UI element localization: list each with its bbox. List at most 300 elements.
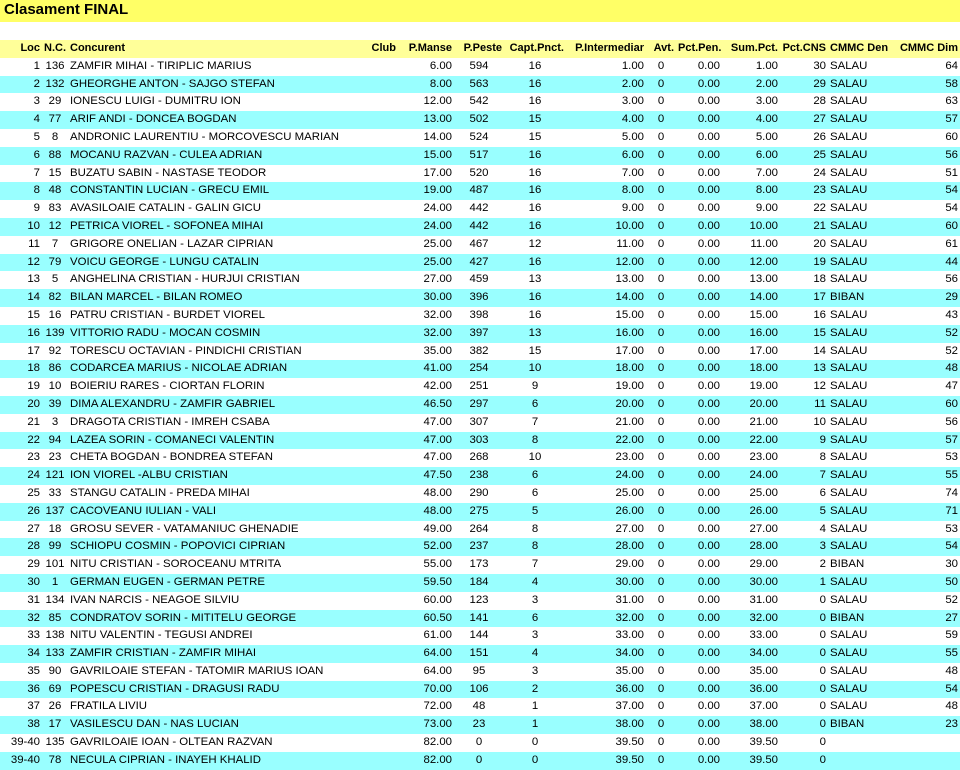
cell-cmmc-den: SALAU <box>830 700 868 713</box>
cell-pct-cns: 6 <box>819 486 826 499</box>
cell-club <box>368 485 398 503</box>
cell-avt: 0 <box>657 202 665 215</box>
cell-sum-pct: 35.00 <box>749 664 778 677</box>
cell-concurent: LAZEA SORIN - COMANECI VALENTIN <box>70 433 275 446</box>
cell-p-manse: 73.00 <box>423 718 452 731</box>
cell-avt: 0 <box>657 77 665 90</box>
header-pct-cns: Pct.CNS <box>782 42 826 54</box>
cell-concurent: GHEORGHE ANTON - SAJGO STEFAN <box>70 77 275 90</box>
cell-avt: 0 <box>657 415 665 428</box>
cell-pct-cns: 0 <box>819 682 826 695</box>
table-row <box>0 271 960 289</box>
cell-cmmc-den: BIBAN <box>830 291 865 304</box>
cell-cmmc-dim: 43 <box>945 308 958 321</box>
cell-pct-pen: 0.00 <box>697 273 720 286</box>
cell-avt: 0 <box>657 486 665 499</box>
cell-pct-pen: 0.00 <box>697 308 720 321</box>
cell-capt-pnct: 15 <box>528 344 542 357</box>
cell-sum-pct: 1.00 <box>755 59 778 72</box>
cell-cmmc-den: SALAU <box>830 273 868 286</box>
cell-p-intermediar: 16.00 <box>615 326 644 339</box>
cell-capt-pnct: 15 <box>528 130 542 143</box>
cell-capt-pnct: 16 <box>528 291 542 304</box>
cell-concurent: CHETA BOGDAN - BONDREA STEFAN <box>70 451 273 464</box>
cell-sum-pct: 10.00 <box>749 219 778 232</box>
cell-pct-cns: 16 <box>813 308 826 321</box>
cell-p-peste: 524 <box>469 130 489 143</box>
table-row <box>0 556 960 574</box>
cell-capt-pnct: 16 <box>528 308 542 321</box>
cell-nc: 5 <box>51 273 59 286</box>
cell-pct-pen: 0.00 <box>697 130 720 143</box>
cell-nc: 86 <box>48 362 62 375</box>
cell-capt-pnct: 3 <box>531 593 539 606</box>
cell-sum-pct: 13.00 <box>749 273 778 286</box>
cell-cmmc-den: SALAU <box>830 308 868 321</box>
table-row <box>0 182 960 200</box>
cell-capt-pnct: 16 <box>528 95 542 108</box>
cell-pct-cns: 28 <box>813 95 826 108</box>
cell-nc: 136 <box>45 59 65 72</box>
cell-pct-cns: 18 <box>813 273 826 286</box>
header-nc: N.C. <box>44 42 66 54</box>
header-pct-pen: Pct.Pen. <box>678 42 722 54</box>
cell-nc: 99 <box>48 540 62 553</box>
cell-nc: 33 <box>48 486 62 499</box>
cell-concurent: ANDRONIC LAURENTIU - MORCOVESCU MARIAN <box>70 130 339 143</box>
cell-p-peste: 563 <box>469 77 489 90</box>
cell-nc: 94 <box>48 433 62 446</box>
cell-concurent: IONESCU LUIGI - DUMITRU ION <box>70 95 241 108</box>
cell-cmmc-dim: 60 <box>945 130 958 143</box>
cell-pct-cns: 1 <box>819 575 826 588</box>
cell-p-peste: 184 <box>469 575 489 588</box>
cell-p-intermediar: 21.00 <box>615 415 644 428</box>
cell-avt: 0 <box>657 308 665 321</box>
cell-p-manse: 14.00 <box>423 130 452 143</box>
cell-cmmc-dim <box>890 734 960 752</box>
cell-capt-pnct: 7 <box>531 558 539 571</box>
cell-p-peste: 264 <box>469 522 489 535</box>
cell-p-peste: 517 <box>469 148 489 161</box>
cell-p-intermediar: 30.00 <box>615 575 644 588</box>
cell-p-intermediar: 19.00 <box>615 380 644 393</box>
cell-pct-pen: 0.00 <box>697 362 720 375</box>
cell-p-intermediar: 2.00 <box>621 77 644 90</box>
cell-cmmc-den: SALAU <box>830 540 868 553</box>
cell-p-intermediar: 39.50 <box>615 753 644 766</box>
cell-club <box>368 681 398 699</box>
cell-p-manse: 41.00 <box>423 362 452 375</box>
cell-nc: 139 <box>45 326 65 339</box>
cell-p-manse: 82.00 <box>423 736 452 749</box>
cell-concurent: DRAGOTA CRISTIAN - IMREH CSABA <box>70 415 270 428</box>
cell-club <box>368 360 398 378</box>
cell-p-intermediar: 12.00 <box>615 255 644 268</box>
cell-cmmc-den: SALAU <box>830 166 868 179</box>
cell-p-peste: 251 <box>469 380 489 393</box>
cell-concurent: GERMAN EUGEN - GERMAN PETRE <box>70 575 265 588</box>
cell-p-intermediar: 18.00 <box>615 362 644 375</box>
cell-club <box>368 467 398 485</box>
cell-pct-cns: 0 <box>819 664 826 677</box>
cell-club <box>368 271 398 289</box>
cell-p-manse: 64.00 <box>423 664 452 677</box>
cell-concurent: VOICU GEORGE - LUNGU CATALIN <box>70 255 259 268</box>
cell-pct-cns: 8 <box>819 451 826 464</box>
cell-avt: 0 <box>657 59 665 72</box>
cell-sum-pct: 8.00 <box>755 184 778 197</box>
cell-pct-cns: 10 <box>813 415 826 428</box>
cell-p-manse: 64.00 <box>423 647 452 660</box>
table-row <box>0 360 960 378</box>
cell-pct-pen: 0.00 <box>697 593 720 606</box>
cell-loc: 1 <box>33 59 40 72</box>
cell-concurent: GROSU SEVER - VATAMANIUC GHENADIE <box>70 522 299 535</box>
cell-nc: 133 <box>45 647 65 660</box>
cell-cmmc-dim: 54 <box>945 682 958 695</box>
cell-p-peste: 487 <box>469 184 489 197</box>
cell-concurent: CACOVEANU IULIAN - VALI <box>70 504 217 517</box>
cell-loc: 21 <box>27 415 40 428</box>
cell-pct-cns: 29 <box>813 77 826 90</box>
cell-p-peste: 442 <box>469 202 489 215</box>
cell-p-intermediar: 7.00 <box>621 166 644 179</box>
cell-cmmc-dim: 48 <box>945 664 958 677</box>
cell-avt: 0 <box>657 148 665 161</box>
table-header-row <box>0 40 960 58</box>
cell-nc: 88 <box>48 148 62 161</box>
cell-cmmc-dim: 47 <box>945 380 958 393</box>
cell-avt: 0 <box>657 647 665 660</box>
cell-p-intermediar: 32.00 <box>615 611 644 624</box>
table-row <box>0 378 960 396</box>
cell-p-peste: 398 <box>469 308 489 321</box>
cell-loc: 16 <box>27 326 40 339</box>
cell-p-manse: 47.00 <box>423 415 452 428</box>
cell-p-peste: 268 <box>469 451 489 464</box>
cell-loc: 9 <box>33 202 40 215</box>
cell-cmmc-dim: 48 <box>945 362 958 375</box>
cell-pct-cns: 0 <box>819 718 826 731</box>
table-row <box>0 645 960 663</box>
cell-p-intermediar: 36.00 <box>615 682 644 695</box>
cell-cmmc-den: SALAU <box>830 575 868 588</box>
cell-avt: 0 <box>657 433 665 446</box>
cell-pct-cns: 19 <box>813 255 826 268</box>
cell-p-intermediar: 29.00 <box>615 558 644 571</box>
cell-loc: 26 <box>27 504 40 517</box>
cell-loc: 18 <box>27 362 40 375</box>
cell-nc: 17 <box>48 718 62 731</box>
cell-p-intermediar: 13.00 <box>615 273 644 286</box>
cell-nc: 3 <box>51 415 59 428</box>
cell-pct-pen: 0.00 <box>697 255 720 268</box>
cell-cmmc-dim: 54 <box>945 202 958 215</box>
table-row <box>0 58 960 76</box>
table-row <box>0 111 960 129</box>
cell-p-peste: 48 <box>472 700 486 713</box>
cell-club <box>368 343 398 361</box>
cell-nc: 135 <box>45 736 65 749</box>
cell-cmmc-den: SALAU <box>830 415 868 428</box>
cell-p-manse: 19.00 <box>423 184 452 197</box>
cell-loc: 24 <box>27 469 40 482</box>
cell-pct-cns: 21 <box>813 219 826 232</box>
cell-pct-pen: 0.00 <box>697 664 720 677</box>
cell-nc: 77 <box>48 113 62 126</box>
cell-nc: 85 <box>48 611 62 624</box>
cell-sum-pct: 18.00 <box>749 362 778 375</box>
cell-concurent: ZAMFIR MIHAI - TIRIPLIC MARIUS <box>70 59 252 72</box>
cell-avt: 0 <box>657 380 665 393</box>
cell-pct-cns: 17 <box>813 291 826 304</box>
cell-pct-cns: 22 <box>813 202 826 215</box>
cell-concurent: STANGU CATALIN - PREDA MIHAI <box>70 486 250 499</box>
cell-pct-pen: 0.00 <box>697 77 720 90</box>
cell-pct-cns: 7 <box>819 469 826 482</box>
cell-capt-pnct: 16 <box>528 184 542 197</box>
cell-cmmc-dim: 60 <box>945 219 958 232</box>
cell-p-intermediar: 14.00 <box>615 291 644 304</box>
cell-club <box>368 414 398 432</box>
cell-sum-pct: 2.00 <box>755 77 778 90</box>
cell-p-manse: 47.00 <box>423 433 452 446</box>
cell-p-manse: 48.00 <box>423 486 452 499</box>
cell-cmmc-den: SALAU <box>830 148 868 161</box>
cell-p-manse: 12.00 <box>423 95 452 108</box>
cell-pct-pen: 0.00 <box>697 522 720 535</box>
header-p-manse: P.Manse <box>408 42 452 54</box>
cell-sum-pct: 7.00 <box>755 166 778 179</box>
cell-p-intermediar: 33.00 <box>615 629 644 642</box>
cell-p-peste: 502 <box>469 113 489 126</box>
cell-p-peste: 290 <box>469 486 489 499</box>
cell-club <box>368 396 398 414</box>
cell-concurent: ZAMFIR CRISTIAN - ZAMFIR MIHAI <box>70 647 257 660</box>
cell-club <box>368 432 398 450</box>
table-row <box>0 449 960 467</box>
table-row <box>0 165 960 183</box>
cell-concurent: IVAN NARCIS - NEAGOE SILVIU <box>70 593 240 606</box>
cell-p-peste: 0 <box>475 753 483 766</box>
cell-nc: 69 <box>48 682 62 695</box>
cell-cmmc-dim: 44 <box>945 255 958 268</box>
cell-p-manse: 24.00 <box>423 202 452 215</box>
cell-p-peste: 151 <box>469 647 489 660</box>
cell-nc: 90 <box>48 664 62 677</box>
cell-cmmc-dim: 61 <box>945 237 958 250</box>
table-row <box>0 432 960 450</box>
cell-club <box>368 147 398 165</box>
cell-loc: 10 <box>27 219 40 232</box>
cell-p-intermediar: 28.00 <box>615 540 644 553</box>
cell-concurent: BUZATU SABIN - NASTASE TEODOR <box>70 166 267 179</box>
cell-cmmc-den: SALAU <box>830 380 868 393</box>
cell-capt-pnct: 1 <box>531 718 539 731</box>
cell-club <box>368 574 398 592</box>
cell-nc: 8 <box>51 130 59 143</box>
cell-capt-pnct: 0 <box>531 736 539 749</box>
header-p-peste: P.Peste <box>463 42 502 54</box>
cell-avt: 0 <box>657 219 665 232</box>
cell-cmmc-den: SALAU <box>830 362 868 375</box>
cell-loc: 19 <box>27 380 40 393</box>
cell-cmmc-den: SALAU <box>830 451 868 464</box>
cell-p-manse: 30.00 <box>423 291 452 304</box>
cell-p-manse: 48.00 <box>423 504 452 517</box>
cell-cmmc-dim: 48 <box>945 700 958 713</box>
cell-loc: 31 <box>27 593 40 606</box>
cell-sum-pct: 30.00 <box>749 575 778 588</box>
cell-loc: 4 <box>33 113 40 126</box>
cell-p-peste: 95 <box>472 664 486 677</box>
cell-sum-pct: 11.00 <box>750 237 778 250</box>
cell-capt-pnct: 7 <box>531 415 539 428</box>
cell-cmmc-dim: 23 <box>945 718 958 731</box>
cell-cmmc-den: SALAU <box>830 344 868 357</box>
cell-cmmc-den: SALAU <box>830 664 868 677</box>
cell-loc: 27 <box>27 522 40 535</box>
table-row <box>0 218 960 236</box>
cell-club <box>368 182 398 200</box>
cell-concurent: TORESCU OCTAVIAN - PINDICHI CRISTIAN <box>70 344 302 357</box>
cell-p-manse: 42.00 <box>423 380 452 393</box>
results-table <box>0 40 960 770</box>
cell-pct-pen: 0.00 <box>697 219 720 232</box>
cell-cmmc-dim: 30 <box>945 558 958 571</box>
cell-cmmc-den: SALAU <box>830 682 868 695</box>
cell-p-intermediar: 24.00 <box>615 469 644 482</box>
cell-concurent: CONDRATOV SORIN - MITITELU GEORGE <box>70 611 297 624</box>
cell-pct-pen: 0.00 <box>697 166 720 179</box>
cell-cmmc-dim: 60 <box>945 397 958 410</box>
cell-pct-cns: 11 <box>814 397 826 410</box>
cell-loc: 33 <box>27 629 40 642</box>
cell-club <box>368 627 398 645</box>
cell-avt: 0 <box>657 575 665 588</box>
cell-loc: 5 <box>33 130 40 143</box>
cell-p-intermediar: 10.00 <box>615 219 644 232</box>
cell-cmmc-den: SALAU <box>830 397 868 410</box>
cell-avt: 0 <box>657 273 665 286</box>
cell-club <box>368 200 398 218</box>
table-row <box>0 414 960 432</box>
cell-p-intermediar: 23.00 <box>615 451 644 464</box>
cell-cmmc-den: BIBAN <box>830 558 865 571</box>
cell-pct-cns: 0 <box>819 736 826 749</box>
cell-club <box>368 307 398 325</box>
cell-cmmc-dim: 56 <box>945 148 958 161</box>
cell-p-manse: 32.00 <box>423 326 452 339</box>
cell-avt: 0 <box>657 718 665 731</box>
cell-sum-pct: 25.00 <box>749 486 778 499</box>
cell-cmmc-den <box>828 752 890 770</box>
cell-p-intermediar: 27.00 <box>615 522 644 535</box>
cell-pct-pen: 0.00 <box>697 753 720 766</box>
table-row <box>0 307 960 325</box>
cell-cmmc-dim: 58 <box>945 77 958 90</box>
cell-capt-pnct: 6 <box>531 469 539 482</box>
cell-cmmc-dim: 54 <box>945 184 958 197</box>
cell-cmmc-dim: 56 <box>945 415 958 428</box>
cell-club <box>368 254 398 272</box>
cell-capt-pnct: 1 <box>531 700 539 713</box>
header-concurent: Concurent <box>70 42 125 54</box>
cell-cmmc-dim: 53 <box>945 451 958 464</box>
cell-p-peste: 238 <box>469 469 489 482</box>
cell-pct-pen: 0.00 <box>697 700 720 713</box>
cell-pct-cns: 26 <box>813 130 826 143</box>
cell-avt: 0 <box>657 736 665 749</box>
header-avt: Avt. <box>653 42 674 54</box>
cell-p-peste: 23 <box>472 718 486 731</box>
cell-avt: 0 <box>657 362 665 375</box>
table-row <box>0 627 960 645</box>
title-bar <box>0 0 960 22</box>
cell-capt-pnct: 6 <box>531 611 539 624</box>
cell-pct-pen: 0.00 <box>697 682 720 695</box>
cell-capt-pnct: 4 <box>531 575 539 588</box>
cell-capt-pnct: 16 <box>528 59 542 72</box>
cell-club <box>368 716 398 734</box>
cell-p-manse: 6.00 <box>429 59 452 72</box>
cell-pct-cns: 15 <box>813 326 826 339</box>
cell-sum-pct: 9.00 <box>755 202 778 215</box>
cell-loc: 37 <box>27 700 40 713</box>
cell-p-peste: 141 <box>469 611 489 624</box>
cell-p-peste: 467 <box>469 237 489 250</box>
cell-pct-pen: 0.00 <box>697 575 720 588</box>
cell-pct-pen: 0.00 <box>697 326 720 339</box>
cell-pct-pen: 0.00 <box>697 469 720 482</box>
cell-cmmc-den: SALAU <box>830 219 868 232</box>
cell-cmmc-dim: 53 <box>945 522 958 535</box>
cell-avt: 0 <box>657 469 665 482</box>
table-row <box>0 592 960 610</box>
cell-p-peste: 520 <box>469 166 489 179</box>
cell-capt-pnct: 8 <box>531 433 539 446</box>
cell-p-manse: 27.00 <box>423 273 452 286</box>
cell-cmmc-den <box>828 734 890 752</box>
cell-nc: 18 <box>48 522 62 535</box>
cell-p-peste: 237 <box>469 540 489 553</box>
cell-p-manse: 59.50 <box>423 575 452 588</box>
cell-sum-pct: 38.00 <box>749 718 778 731</box>
table-row <box>0 698 960 716</box>
header-cmmc-den: CMMC Den <box>830 42 889 54</box>
cell-p-peste: 594 <box>469 59 489 72</box>
cell-pct-pen: 0.00 <box>697 647 720 660</box>
cell-loc: 28 <box>27 540 40 553</box>
cell-sum-pct: 19.00 <box>749 380 778 393</box>
cell-nc: 92 <box>48 344 62 357</box>
cell-p-peste: 442 <box>469 219 489 232</box>
cell-p-manse: 49.00 <box>423 522 452 535</box>
cell-concurent: NECULA CIPRIAN - INAYEH KHALID <box>70 753 261 766</box>
cell-club <box>368 378 398 396</box>
header-club: Club <box>371 42 396 54</box>
cell-concurent: PETRICA VIOREL - SOFONEA MIHAI <box>70 219 264 232</box>
cell-pct-cns: 0 <box>819 629 826 642</box>
cell-loc: 36 <box>27 682 40 695</box>
cell-p-manse: 17.00 <box>423 166 452 179</box>
cell-avt: 0 <box>657 504 665 517</box>
cell-p-peste: 144 <box>469 629 489 642</box>
cell-cmmc-den: SALAU <box>830 130 868 143</box>
cell-pct-pen: 0.00 <box>697 380 720 393</box>
cell-cmmc-dim: 56 <box>945 273 958 286</box>
